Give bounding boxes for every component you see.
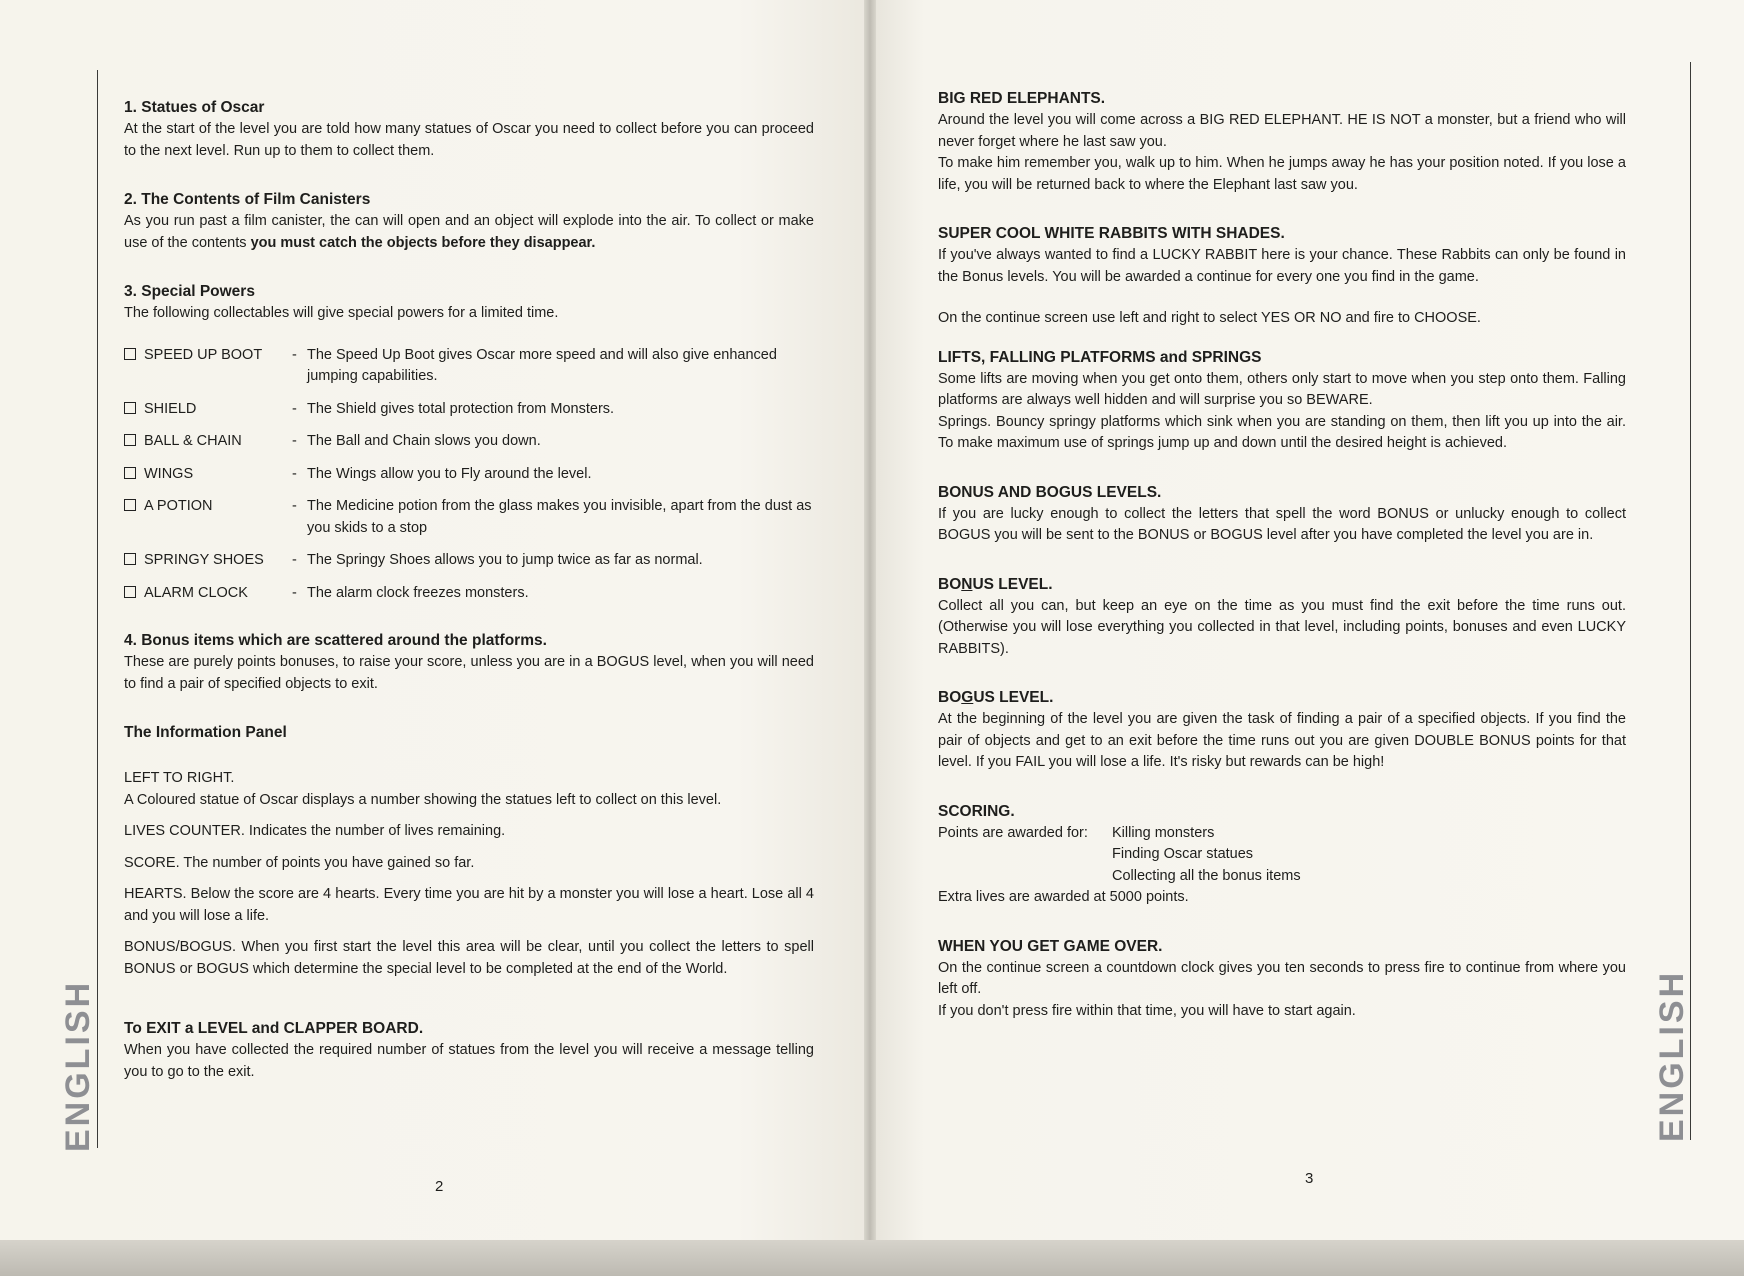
powers-heading: 3. Special Powers xyxy=(124,283,255,300)
elephants-heading: BIG RED ELEPHANTS. xyxy=(938,90,1106,107)
power-name: SPRINGY SHOES xyxy=(144,552,264,568)
statues-body: At the start of the level you are told how many statues of Oscar you need to collect before you can proceed to the next level. Run up to them to collect them. xyxy=(124,121,814,159)
checkbox-icon xyxy=(124,553,136,565)
power-item: WINGS - The Wings allow you to Fly around the level. xyxy=(124,464,814,486)
info-hearts: HEARTS. Below the score are 4 hearts. Every time you are hit by a monster you will lose a heart. Lose all 4 and you will lose a life. xyxy=(124,886,814,924)
bonus-level-heading: BONUS LEVEL. xyxy=(938,575,1053,593)
checkbox-icon xyxy=(124,499,136,511)
rabbits-body-2: On the continue screen use left and right to select YES OR NO and fire to CHOOSE. xyxy=(938,310,1481,326)
scoring-item: Collecting all the bonus items xyxy=(1112,867,1301,884)
scoring-extra-lives: Extra lives are awarded at 5000 points. xyxy=(938,889,1189,905)
left-column xyxy=(124,97,814,1083)
elephants-body-2: To make him remember you, walk up to him. When he jumps away he has your position noted. If you lose a life, you will be returned back to where the Elephant last saw you. xyxy=(938,155,1626,193)
power-desc: The Springy Shoes allows you to jump twice as far as normal. xyxy=(307,552,703,568)
checkbox-icon xyxy=(124,434,136,446)
exit-body: When you have collected the required number of statues from the level you will receive a message telling you to go to the exit. xyxy=(124,1042,814,1080)
lifts-body-1: Some lifts are moving when you get onto them, others only start to move when you step onto them. Falling platforms are always well hidden and will surprise you so BEWARE. xyxy=(938,370,1626,408)
power-name: SHIELD xyxy=(144,400,197,417)
checkbox-icon xyxy=(124,402,136,414)
scoring-heading: SCORING. xyxy=(938,802,1015,820)
left-page-number: 2 xyxy=(435,1178,444,1195)
power-item: SHIELD - The Shield gives total protection from Monsters. xyxy=(124,399,814,421)
left-side-label: ENGLISH xyxy=(59,979,97,1152)
power-item: SPEED UP BOOT - The Speed Up Boot gives Oscar more speed and will also give enhanced jumping capabilities. xyxy=(124,345,814,388)
right-column xyxy=(938,88,1626,1022)
bonus-level-body: Collect all you can, but keep an eye on the time as you must find the exit before the time runs out. (Otherwise you will lose everything you collected in that level, including points, bonuses and even LUCKY RABBITS). xyxy=(938,597,1626,657)
power-name: ALARM CLOCK xyxy=(144,584,248,601)
power-desc: The Speed Up Boot gives Oscar more speed and will also give enhanced jumping capabilities. xyxy=(307,346,777,384)
power-name: A POTION xyxy=(144,498,213,514)
canisters-heading: 2. The Contents of Film Canisters xyxy=(124,191,371,208)
power-item: A POTION - The Medicine potion from the glass makes you invisible, apart from the dust as you skids to a stop xyxy=(124,496,814,539)
power-desc: The alarm clock freezes monsters. xyxy=(307,584,529,601)
power-name: SPEED UP BOOT xyxy=(144,346,263,363)
power-desc: The Ball and Chain slows you down. xyxy=(307,433,541,449)
statues-heading: 1. Statues of Oscar xyxy=(124,99,265,116)
right-page-number: 3 xyxy=(1305,1170,1314,1187)
info-statue-counter: A Coloured statue of Oscar displays a number showing the statues left to collect on this level. xyxy=(124,791,722,808)
powers-list xyxy=(124,345,814,605)
game-over-body-2: If you don't press fire within that time, you will have to start again. xyxy=(938,1002,1356,1019)
scoring-list xyxy=(938,823,1626,888)
info-score: SCORE. The number of points you have gained so far. xyxy=(124,854,475,871)
info-panel-heading: The Information Panel xyxy=(124,724,287,741)
canisters-body xyxy=(124,211,814,254)
book-gutter xyxy=(864,0,876,1250)
lifts-heading: LIFTS, FALLING PLATFORMS and SPRINGS xyxy=(938,348,1262,366)
elephants-body-1: Around the level you will come across a BIG RED ELEPHANT. HE IS NOT a monster, but a friend who will never forget where he last saw you. xyxy=(938,112,1626,150)
power-item: SPRINGY SHOES - The Springy Shoes allows you to jump twice as far as normal. xyxy=(124,550,814,572)
info-lives-counter: LIVES COUNTER. Indicates the number of lives remaining. xyxy=(124,823,506,839)
power-name: BALL & CHAIN xyxy=(144,433,242,449)
bonus-items-heading: 4. Bonus items which are scattered around the platforms. xyxy=(124,632,547,649)
canisters-body-bold: you must catch the objects before they disappear. xyxy=(250,234,596,251)
scoring-item: Killing monsters xyxy=(1112,824,1215,841)
scoring-item: Finding Oscar statues xyxy=(1112,846,1254,862)
checkbox-icon xyxy=(124,348,136,360)
power-name: WINGS xyxy=(144,465,194,482)
checkbox-icon xyxy=(124,586,136,598)
game-over-heading: WHEN YOU GET GAME OVER. xyxy=(938,937,1163,955)
bonus-bogus-body: If you are lucky enough to collect the letters that spell the word BONUS or unlucky enough to collect BOGUS you will be sent to the BONUS or BOGUS level after you have completed the level you are in. xyxy=(938,505,1626,543)
power-desc: The Wings allow you to Fly around the level. xyxy=(307,465,592,482)
power-desc: The Medicine potion from the glass makes you invisible, apart from the dust as you skids to a stop xyxy=(307,498,812,536)
power-desc: The Shield gives total protection from Monsters. xyxy=(307,400,615,417)
bogus-level-heading: BOGUS LEVEL. xyxy=(938,689,1054,706)
power-item: BALL & CHAIN - The Ball and Chain slows you down. xyxy=(124,431,814,453)
right-side-label: ENGLISH xyxy=(1653,969,1691,1142)
rabbits-body-1: If you've always wanted to find a LUCKY RABBIT here is your chance. These Rabbits can only be found in the Bonus levels. You will be awarded a continue for every one you find in the game. xyxy=(938,247,1626,285)
info-bonus-bogus: BONUS/BOGUS. When you first start the level this area will be clear, until you collect the letters to spell BONUS or BOGUS which determine the special level to be completed at the end of the World. xyxy=(124,939,814,977)
powers-intro: The following collectables will give special powers for a limited time. xyxy=(124,305,559,321)
checkbox-icon xyxy=(124,467,136,479)
bogus-level-body: At the beginning of the level you are given the task of finding a pair of a specified objects. If you find the pair of objects and get to an exit before the time runs out you are given DOUBLE BONUS points for that level. If you FAIL you will lose a life. It's risky but rewards can be high! xyxy=(938,711,1626,770)
power-item: ALARM CLOCK - The alarm clock freezes monsters. xyxy=(124,583,814,605)
game-over-body-1: On the continue screen a countdown clock gives you ten seconds to press fire to continue from where you left off. xyxy=(938,959,1626,997)
info-left-to-right: LEFT TO RIGHT. xyxy=(124,770,235,786)
bonus-bogus-heading: BONUS AND BOGUS LEVELS. xyxy=(938,483,1162,501)
bonus-items-body: These are purely points bonuses, to raise your score, unless you are in a BOGUS level, when you will need to find a pair of specified objects to exit. xyxy=(124,654,814,692)
scoring-label: Points are awarded for: xyxy=(938,824,1088,841)
scan-bottom-edge xyxy=(0,1240,1744,1276)
lifts-body-2: Springs. Bouncy springy platforms which sink when you are standing on them, then lift you up into the air. To make maximum use of springs jump up and down until the desired height is achieved. xyxy=(938,413,1626,451)
rabbits-heading: SUPER COOL WHITE RABBITS WITH SHADES. xyxy=(938,225,1285,242)
exit-heading: To EXIT a LEVEL and CLAPPER BOARD. xyxy=(124,1020,424,1037)
canisters-body-text: As you run past a film canister, the can will open and an object will explode into the air. To collect or make use of the contents xyxy=(124,213,814,251)
